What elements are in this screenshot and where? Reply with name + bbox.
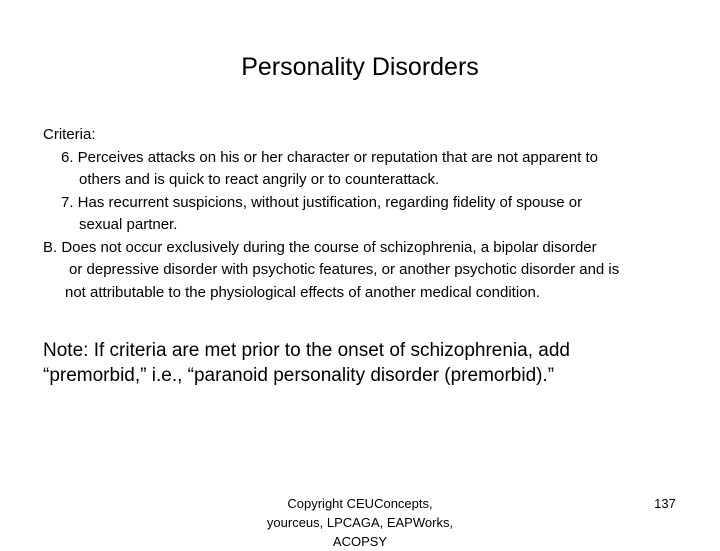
criterion-b-line-3: not attributable to the physiological effects of another medical condition. <box>65 283 541 301</box>
copyright-line-3: ACOPSY <box>332 534 388 549</box>
criterion-7-line-2: sexual partner. <box>79 216 178 233</box>
copyright-line-1: Copyright CEUConcepts, <box>287 496 433 511</box>
criterion-7-line-1: 7. Has recurrent suspicions, without justification, regarding fidelity of spouse or <box>61 193 583 211</box>
criterion-6-line-2: others and is quick to react angrily or to counterattack. <box>79 171 440 188</box>
note-line-1: Note: If criteria are met prior to the onset of schizophrenia, add <box>43 340 570 361</box>
note-line-2: “premorbid,” i.e., “paranoid personality disorder (premorbid).” <box>43 365 555 386</box>
copyright-line-2: yourceus, LPCAGA, EAPWorks, <box>266 515 454 530</box>
criterion-6-line-1: 6. Perceives attacks on his or her character or reputation that are not apparent to <box>61 148 598 166</box>
criterion-b-line-2: or depressive disorder with psychotic features, or another psychotic disorder and is <box>69 261 620 278</box>
note-block <box>43 338 683 388</box>
footer-copyright <box>250 494 470 551</box>
criteria-block <box>43 124 683 304</box>
criterion-b-line-1: B. Does not occur exclusively during the course of schizophrenia, a bipolar disorder <box>43 238 597 256</box>
slide-title: Personality Disorders <box>241 53 479 81</box>
page-number: 137 <box>654 496 676 511</box>
criteria-heading: Criteria: <box>43 126 96 143</box>
